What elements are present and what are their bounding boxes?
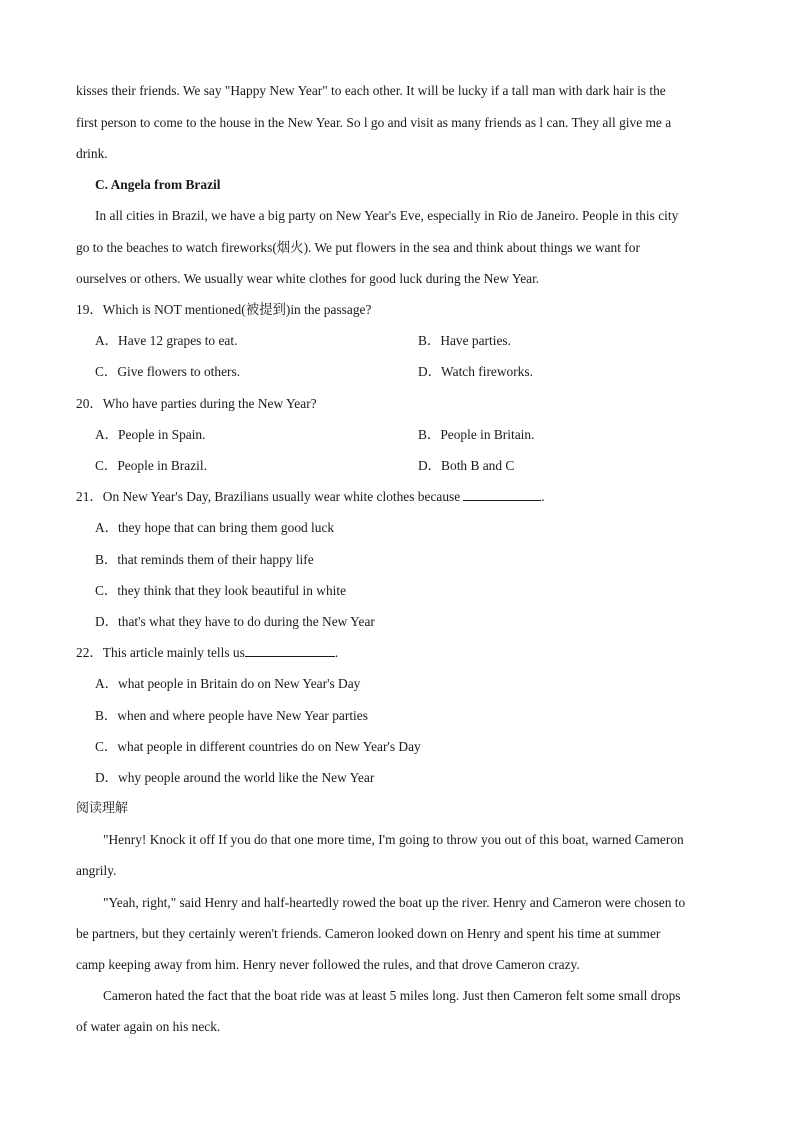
question-22-option-d[interactable]: D．why people around the world like the New Year xyxy=(95,770,375,785)
section-title: 阅读理解 xyxy=(76,801,129,816)
question-22-option-c[interactable]: C．what people in different countries do on New Year's Day xyxy=(95,739,421,754)
question-22-option-a[interactable]: A．what people in Britain do on New Year's Day xyxy=(95,676,361,691)
question-20-option-a[interactable]: A．People in Spain. xyxy=(95,427,206,442)
story-line-4: be partners, but they certainly weren't friends. Cameron looked down on Henry and spent his time at summer xyxy=(76,926,661,941)
question-20-option-b[interactable]: B．People in Britain. xyxy=(418,427,535,442)
passage-b-line-1: kisses their friends. We say "Happy New Year" to each other. It will be lucky if a tall man with dark hair is the xyxy=(76,83,666,98)
answer-blank xyxy=(463,488,541,501)
passage-c-heading: C. Angela from Brazil xyxy=(95,177,221,192)
passage-c-line-2: go to the beaches to watch fireworks(烟火). We put flowers in the sea and think about things we want for xyxy=(76,240,640,255)
question-20-stem: 20．Who have parties during the New Year? xyxy=(76,396,317,411)
story-line-5: camp keeping away from him. Henry never followed the rules, and that drove Cameron crazy. xyxy=(76,957,580,972)
question-21: 21．On New Year's Day, Brazilians usually wear white clothes because . xyxy=(76,489,545,504)
question-21-option-b[interactable]: B．that reminds them of their happy life xyxy=(95,552,314,567)
story-line-2: angrily. xyxy=(76,863,117,878)
story-line-6: Cameron hated the fact that the boat ride was at least 5 miles long. Just then Cameron felt some small drops xyxy=(103,988,681,1003)
story-line-3: "Yeah, right," said Henry and half-heartedly rowed the boat up the river. Henry and Cameron were chosen to xyxy=(103,895,686,910)
question-21-option-a[interactable]: A．they hope that can bring them good luck xyxy=(95,520,335,535)
question-21-option-c[interactable]: C．they think that they look beautiful in white xyxy=(95,583,347,598)
question-22-option-b[interactable]: B．when and where people have New Year parties xyxy=(95,708,368,723)
story-line-1: "Henry! Knock it off If you do that one more time, I'm going to throw you out of this boat, warned Cameron xyxy=(103,832,684,847)
passage-b-line-2: first person to come to the house in the New Year. So l go and visit as many friends as l can. They all give me a xyxy=(76,115,672,130)
story-line-7: of water again on his neck. xyxy=(76,1019,221,1034)
question-19-option-b[interactable]: B．Have parties. xyxy=(418,333,511,348)
question-21-stem: 21．On New Year's Day, Brazilians usually wear white clothes because xyxy=(76,489,461,504)
passage-c-line-3: ourselves or others. We usually wear white clothes for good luck during the New Year. xyxy=(76,271,540,286)
question-20-option-c[interactable]: C．People in Brazil. xyxy=(95,458,207,473)
question-19-stem: 19．Which is NOT mentioned(被提到)in the passage? xyxy=(76,302,372,317)
question-22-stem: 22．This article mainly tells us xyxy=(76,645,245,660)
question-20-option-d[interactable]: D．Both B and C xyxy=(418,458,515,473)
passage-b-line-3: drink. xyxy=(76,146,108,161)
question-19-option-c[interactable]: C．Give flowers to others. xyxy=(95,364,241,379)
question-21-option-d[interactable]: D．that's what they have to do during the New Year xyxy=(95,614,375,629)
question-19-option-d[interactable]: D．Watch fireworks. xyxy=(418,364,533,379)
question-22: 22．This article mainly tells us . xyxy=(76,645,339,660)
passage-c-line-1: In all cities in Brazil, we have a big party on New Year's Eve, especially in Rio de Janeiro. People in this city xyxy=(95,208,679,223)
question-19-option-a[interactable]: A．Have 12 grapes to eat. xyxy=(95,333,238,348)
answer-blank xyxy=(245,644,335,657)
